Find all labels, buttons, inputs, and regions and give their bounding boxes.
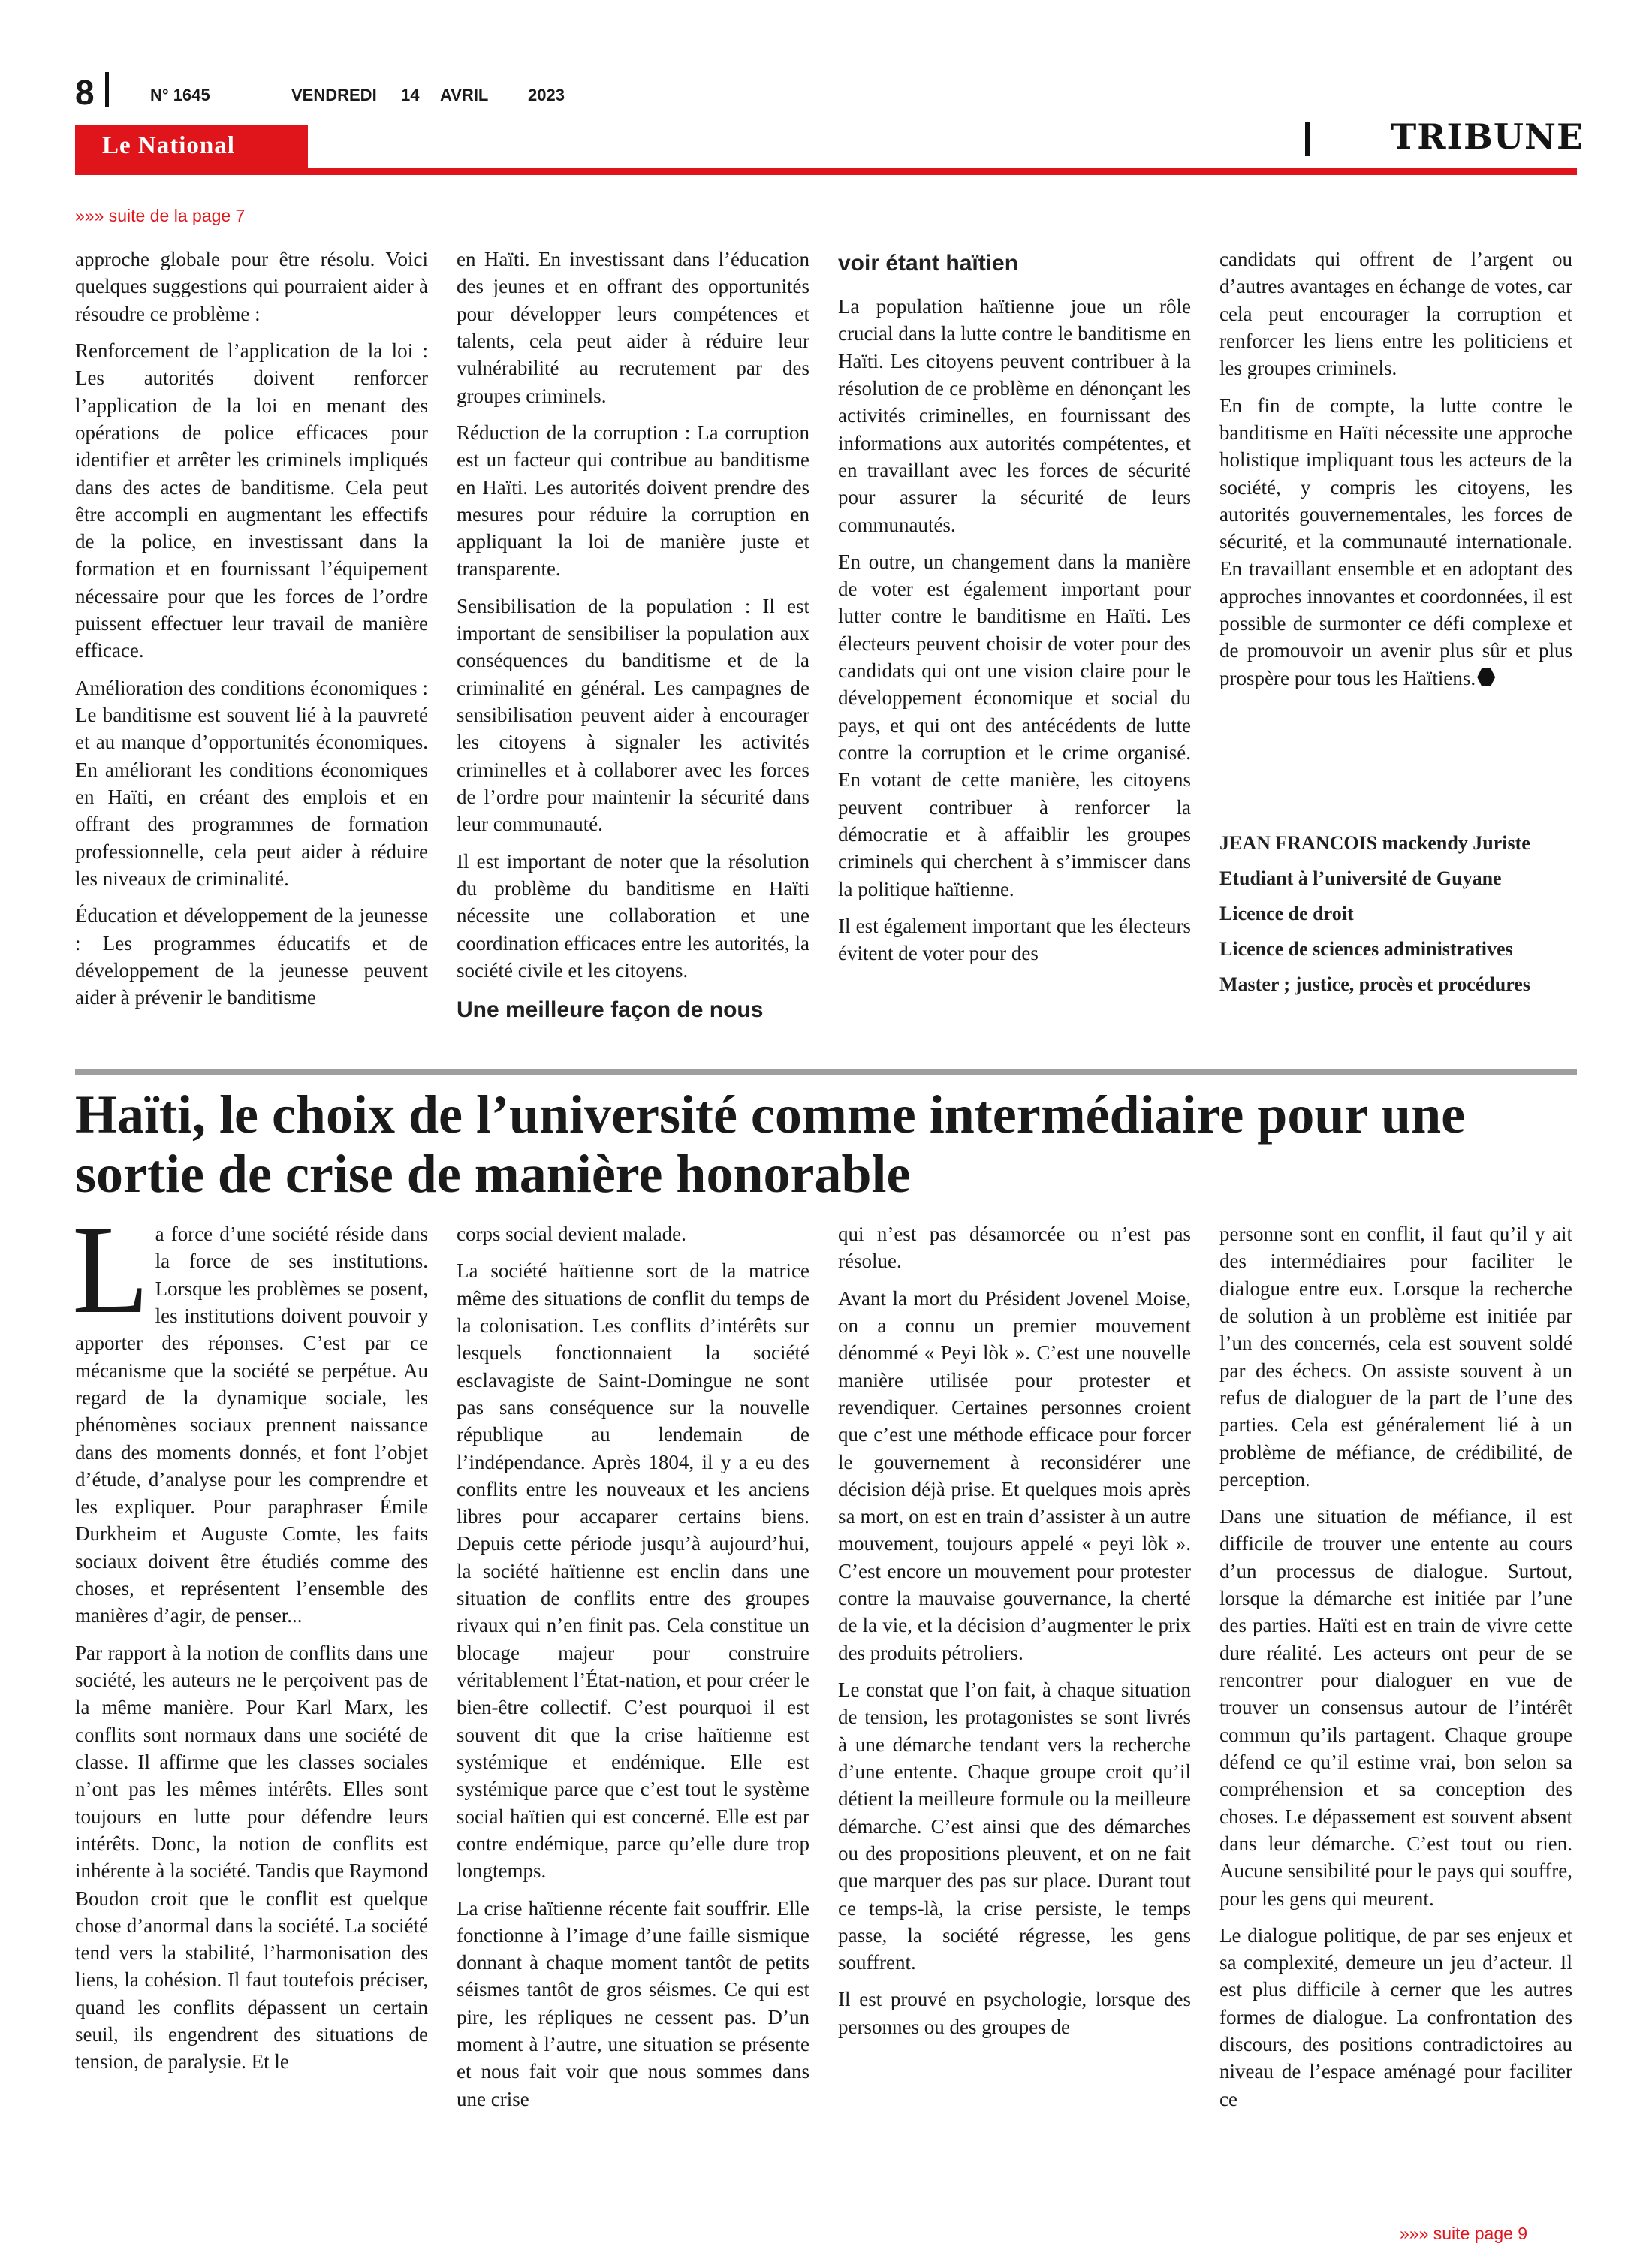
- paragraph: personne sont en conflit, il faut qu’il y ait des intermédiaires pour faciliter le dialogue entre eux. Lorsque la recherche de solution à un problème est initiée par l’un des concernés, cela est souvent soldé par des échecs. On assiste souvent à un refus de dialoguer de la part de l’une des parties. Cela est généralement lié à un problème de méfiance, de crédibilité, de perception.: [1219, 1223, 1572, 1491]
- author-block: [1219, 832, 1577, 1009]
- newspaper-logo: Le National: [102, 132, 235, 159]
- paragraph: en Haïti. En investissant dans l’éducation des jeunes et en offrant des opportunités pour développer leurs compétences et talents, cela peut aider à réduire leur vulnérabilité au recrutement par des groupes criminels.: [457, 248, 809, 407]
- author-line: JEAN FRANCOIS mackendy Juriste: [1219, 832, 1530, 854]
- paragraph: Dans une situation de méfiance, il est difficile de trouver une entente au cours d’un processus de dialogue. Surtout, lorsque la démarche est initiée par l’une des parties. Haïti est en train de vivre cette dure réalité. Les acteurs ont peur de se rencontrer pour dialoguer en vue de trouver un consensus autour de l’intérêt commun qu’ils partagent. Chaque groupe défend ce qu’il estime vrai, bon selon sa compréhension et sa conception des choses. Le dépassement est souvent absent dans leur démarche. C’est tout ou rien. Aucune sensibilité pour le pays qui souffre, pour les gens qui meurent.: [1219, 1505, 1572, 1910]
- author-line: Etudiant à l’université de Guyane: [1219, 867, 1502, 889]
- paragraph: Amélioration des conditions économiques : Le banditisme est souvent lié à la pauvreté et au manque d’opportunités économiques. En améliorant les conditions économiques en Haïti, en créant des emplois et en offrant des programmes de formation professionnelle, cela peut aider à réduire les niveaux de criminalité.: [75, 676, 428, 890]
- top-article-column-2: [457, 246, 809, 1029]
- main-article-column-4: [1219, 1220, 1572, 2122]
- subheading-continued: voir étant haïtien: [838, 251, 1019, 276]
- paragraph-text: a force d’une société réside dans la force de ses institutions. Lorsque les problèmes se posent, les institutions doivent pouvoir y apporter des réponses. C’est par ce mécanisme que la société se perpétue. Au regard de la dynamique sociale, les phénomènes sociaux prennent naissance dans des moments donnés, et font l’objet d’étude, d’analyse pour les comprendre et les expliquer. Pour paraphraser Émile Durkheim et Auguste Comte, les faits sociaux doivent être étudiés comme des choses, et représentent l’ensemble des manières d’agir, de penser...: [75, 1223, 428, 1627]
- issue-date: 14: [401, 86, 420, 104]
- author-line: Licence de droit: [1219, 903, 1354, 924]
- paragraph: qui n’est pas désamorcée ou n’est pas résolue.: [838, 1223, 1191, 1273]
- top-article-column-3: [838, 251, 1191, 977]
- header-divider: [105, 72, 109, 107]
- paragraph: Éducation et développement de la jeunesse : Les programmes éducatifs et de développement de la jeunesse peuvent aider à prévenir le banditisme: [75, 904, 428, 1009]
- paragraph: La population haïtienne joue un rôle crucial dans la lutte contre le banditisme en Haïti. Les citoyens peuvent contribuer à la résolution de ce problème en dénonçant les activités criminelles, en fournissant des informations aux autorités compétentes, et en travaillant avec les forces de sécurité pour assurer la sécurité de leurs communautés.: [838, 295, 1191, 536]
- paragraph: Le dialogue politique, de par ses enjeux et sa complexité, demeure un jeu d’acteur. Il est plus difficile à cerner que les autres formes de dialogue. La confrontation des discours, des positions contradictoires au niveau de l’espace aménagé pour faciliter ce: [1219, 1923, 1572, 2110]
- top-article-column-4: [1219, 246, 1572, 701]
- issue-month: AVRIL: [440, 86, 489, 104]
- author-line: Master ; justice, procès et procédures: [1219, 973, 1530, 995]
- paragraph: Réduction de la corruption : La corruption est un facteur qui contribue au banditisme en Haïti. Les autorités doivent prendre des mesures pour réduire la corruption en appliquant la loi de manière juste et transparente.: [457, 421, 809, 581]
- paragraph: candidats qui offrent de l’argent ou d’autres avantages en échange de votes, car cela peut encourager la corruption et renforcer les liens entre les politiciens et les groupes criminels.: [1219, 248, 1573, 380]
- issue-day: VENDREDI: [291, 86, 377, 104]
- paragraph: Avant la mort du Président Jovenel Moise, on a connu un premier mouvement dénommé « Peyi lòk ». C’est une nouvelle manière utilisée pour protester et revendiquer. Certaines personnes croient que c’est une méthode efficace pour forcer le gouvernement à reconsidérer une décision déjà prise. Et quelques mois après sa mort, on est en train d’assister à un autre mouvement, toujours appelé « peyi lòk ». C’est encore un mouvement pour protester contre la mauvaise gouvernance, la cherté de la vie, et la décision d’augmenter le prix des produits pétroliers.: [838, 1286, 1191, 1664]
- page-number: 8: [75, 73, 95, 112]
- issue-number: N° 1645: [150, 86, 210, 104]
- continued-on: »»» suite page 9: [1400, 2224, 1528, 2243]
- paragraph: Il est également important que les électeurs évitent de voter pour des: [838, 914, 1191, 965]
- continued-from: »»» suite de la page 7: [75, 206, 246, 225]
- paragraph: [72, 1200, 428, 1630]
- paragraph: Il est important de noter que la résolution du problème du banditisme en Haïti nécessite une collaboration et une coordination efficaces entre les autorités, la société civile et les citoyens.: [457, 849, 809, 982]
- paragraph: En outre, un changement dans la manière de voter est également important pour lutter contre le banditisme en Haïti. Les électeurs peuvent choisir de voter pour des candidats qui ont une vision claire pour le développement économique et social du pays, et qui ont des antécédents de lutte contre la corruption et le crime organisé. En votant de cette manière, les citoyens peuvent contribuer à renforcer la démocratie et à affaiblir les groupes criminels qui cherchent à s’immiscer dans la politique haïtienne.: [838, 550, 1191, 900]
- paragraph: La société haïtienne sort de la matrice même des situations de conflit du temps de la colonisation. Les conflits d’intérêts sur lesquels fonctionnaient la société esclavagiste de Saint-Domingue ne sont pas sans conséquence sur la nouvelle république au lendemain de l’indépendance. Après 1804, il y a eu des conflits entre les nouveaux et les anciens libres pour accaparer certains biens. Depuis cette période jusqu’à aujourd’hui, la société haïtienne est enclin dans une situation de conflits entre des groupes rivaux qui n’en finit pas. Cela constitue un blocage majeur pour construire véritablement l’État-nation, et pour créer le bien-être collectif. C’est pourquoi il est souvent dit que la crise haïtienne est systémique et endémique. Elle est systémique parce que c’est tout le système social haïtien qui est concerné. Elle est par contre endémique, parce qu’elle dure trop longtemps.: [457, 1259, 809, 1883]
- paragraph: approche globale pour être résolu. Voici quelques suggestions qui pourraient aider à résoudre ce problème :: [75, 248, 428, 325]
- subheading: Une meilleure façon de nous: [457, 997, 764, 1023]
- paragraph: La crise haïtienne récente fait souffrir. Elle fonctionne à l’image d’une faille sismique donnant à chaque moment tantôt de petits séismes tantôt de gros séismes. Ce qui est pire, les répliques ne cessent pas. D’un moment à l’autre, une situation se présente et nous fait voir que nous sommes dans une crise: [457, 1896, 809, 2110]
- paragraph: Le constat que l’on fait, à chaque situation de tension, les protagonistes se sont livrés à une démarche tendant vers la recherche d’une entente. Chaque groupe croit qu’il détient la meilleure formule ou la meilleure démarche. C’est ainsi que des démarches ou des propositions pleuvent, et on ne fait que marquer des pas sur place. Durant tout ce temps-là, la crise persiste, le temps passe, la société régresse, les gens souffrent.: [838, 1678, 1191, 1974]
- main-article-column-3: [838, 1220, 1191, 2050]
- paragraph-text: En fin de compte, la lutte contre le banditisme en Haïti nécessite une approche holistique impliquant tous les acteurs de la société, y compris les citoyens, les autorités gouvernementales, les forces de sécurité, et la communauté internationale. En travaillant ensemble et en adoptant des approches innovantes et coordonnées, il est possible de surmonter ce défi complexe et de promouvoir un avenir plus sûr et plus prospère pour tous les Haïtiens.: [1219, 394, 1572, 689]
- paragraph: Il est prouvé en psychologie, lorsque des personnes ou des groupes de: [838, 1988, 1191, 2038]
- paragraph: corps social devient malade.: [457, 1223, 686, 1245]
- top-article-column-1: [75, 246, 428, 1021]
- article-divider: [75, 1069, 1577, 1075]
- section-title: TRIBUNE: [1391, 116, 1584, 157]
- issue-year: 2023: [528, 86, 565, 104]
- drop-cap: L: [72, 1200, 149, 1340]
- main-article-column-1: [72, 1200, 428, 2086]
- section-divider: [1305, 122, 1310, 156]
- main-article-column-2: [457, 1220, 809, 2122]
- header-red-rule: [75, 168, 1577, 175]
- paragraph: Par rapport à la notion de conflits dans une société, les auteurs ne le perçoivent pas de la même manière. Pour Karl Marx, les conflits sont normaux dans une société de classe. Il affirme que les classes sociales n’ont pas les mêmes intérêts. Elles sont toujours en lutte pour défendre leurs intérêts. Donc, la notion de conflits est inhérente à la société. Tandis que Raymond Boudon croit que le conflit est quelque chose d’anormal dans la société. La société tend vers la stabilité, l’harmonisation des liens, la cohésion. Il faut toutefois préciser, quand les conflits dépassent un certain seuil, ils engendrent des situations de tension, de paralysie. Et le: [75, 1641, 428, 2074]
- paragraph: [1219, 392, 1572, 692]
- author-line: Licence de sciences administratives: [1219, 938, 1513, 960]
- article-headline: Haïti, le choix de l’université comme intermédiaire pour une sortie de crise de manière honorable: [75, 1084, 1466, 1205]
- end-of-article-icon: [1477, 668, 1495, 686]
- paragraph: Renforcement de l’application de la loi : Les autorités doivent renforcer l’application de la loi en menant des opérations de police efficaces pour identifier et arrêter les criminels impliqués dans des actes de banditisme. Cela peut être accompli en augmentant les effectifs de la police, en investissant dans la formation et en fournissant l’équipement nécessaire pour que les forces de l’ordre puissent effectuer leur travail de manière efficace.: [75, 339, 428, 662]
- paragraph: Sensibilisation de la population : Il est important de sensibiliser la population aux conséquences du banditisme et de la criminalité en général. Les campagnes de sensibilisation peuvent aider à encourager les citoyens à signaler les activités criminelles et à collaborer avec les forces de l’ordre pour maintenir la sécurité dans leur communauté.: [457, 594, 809, 836]
